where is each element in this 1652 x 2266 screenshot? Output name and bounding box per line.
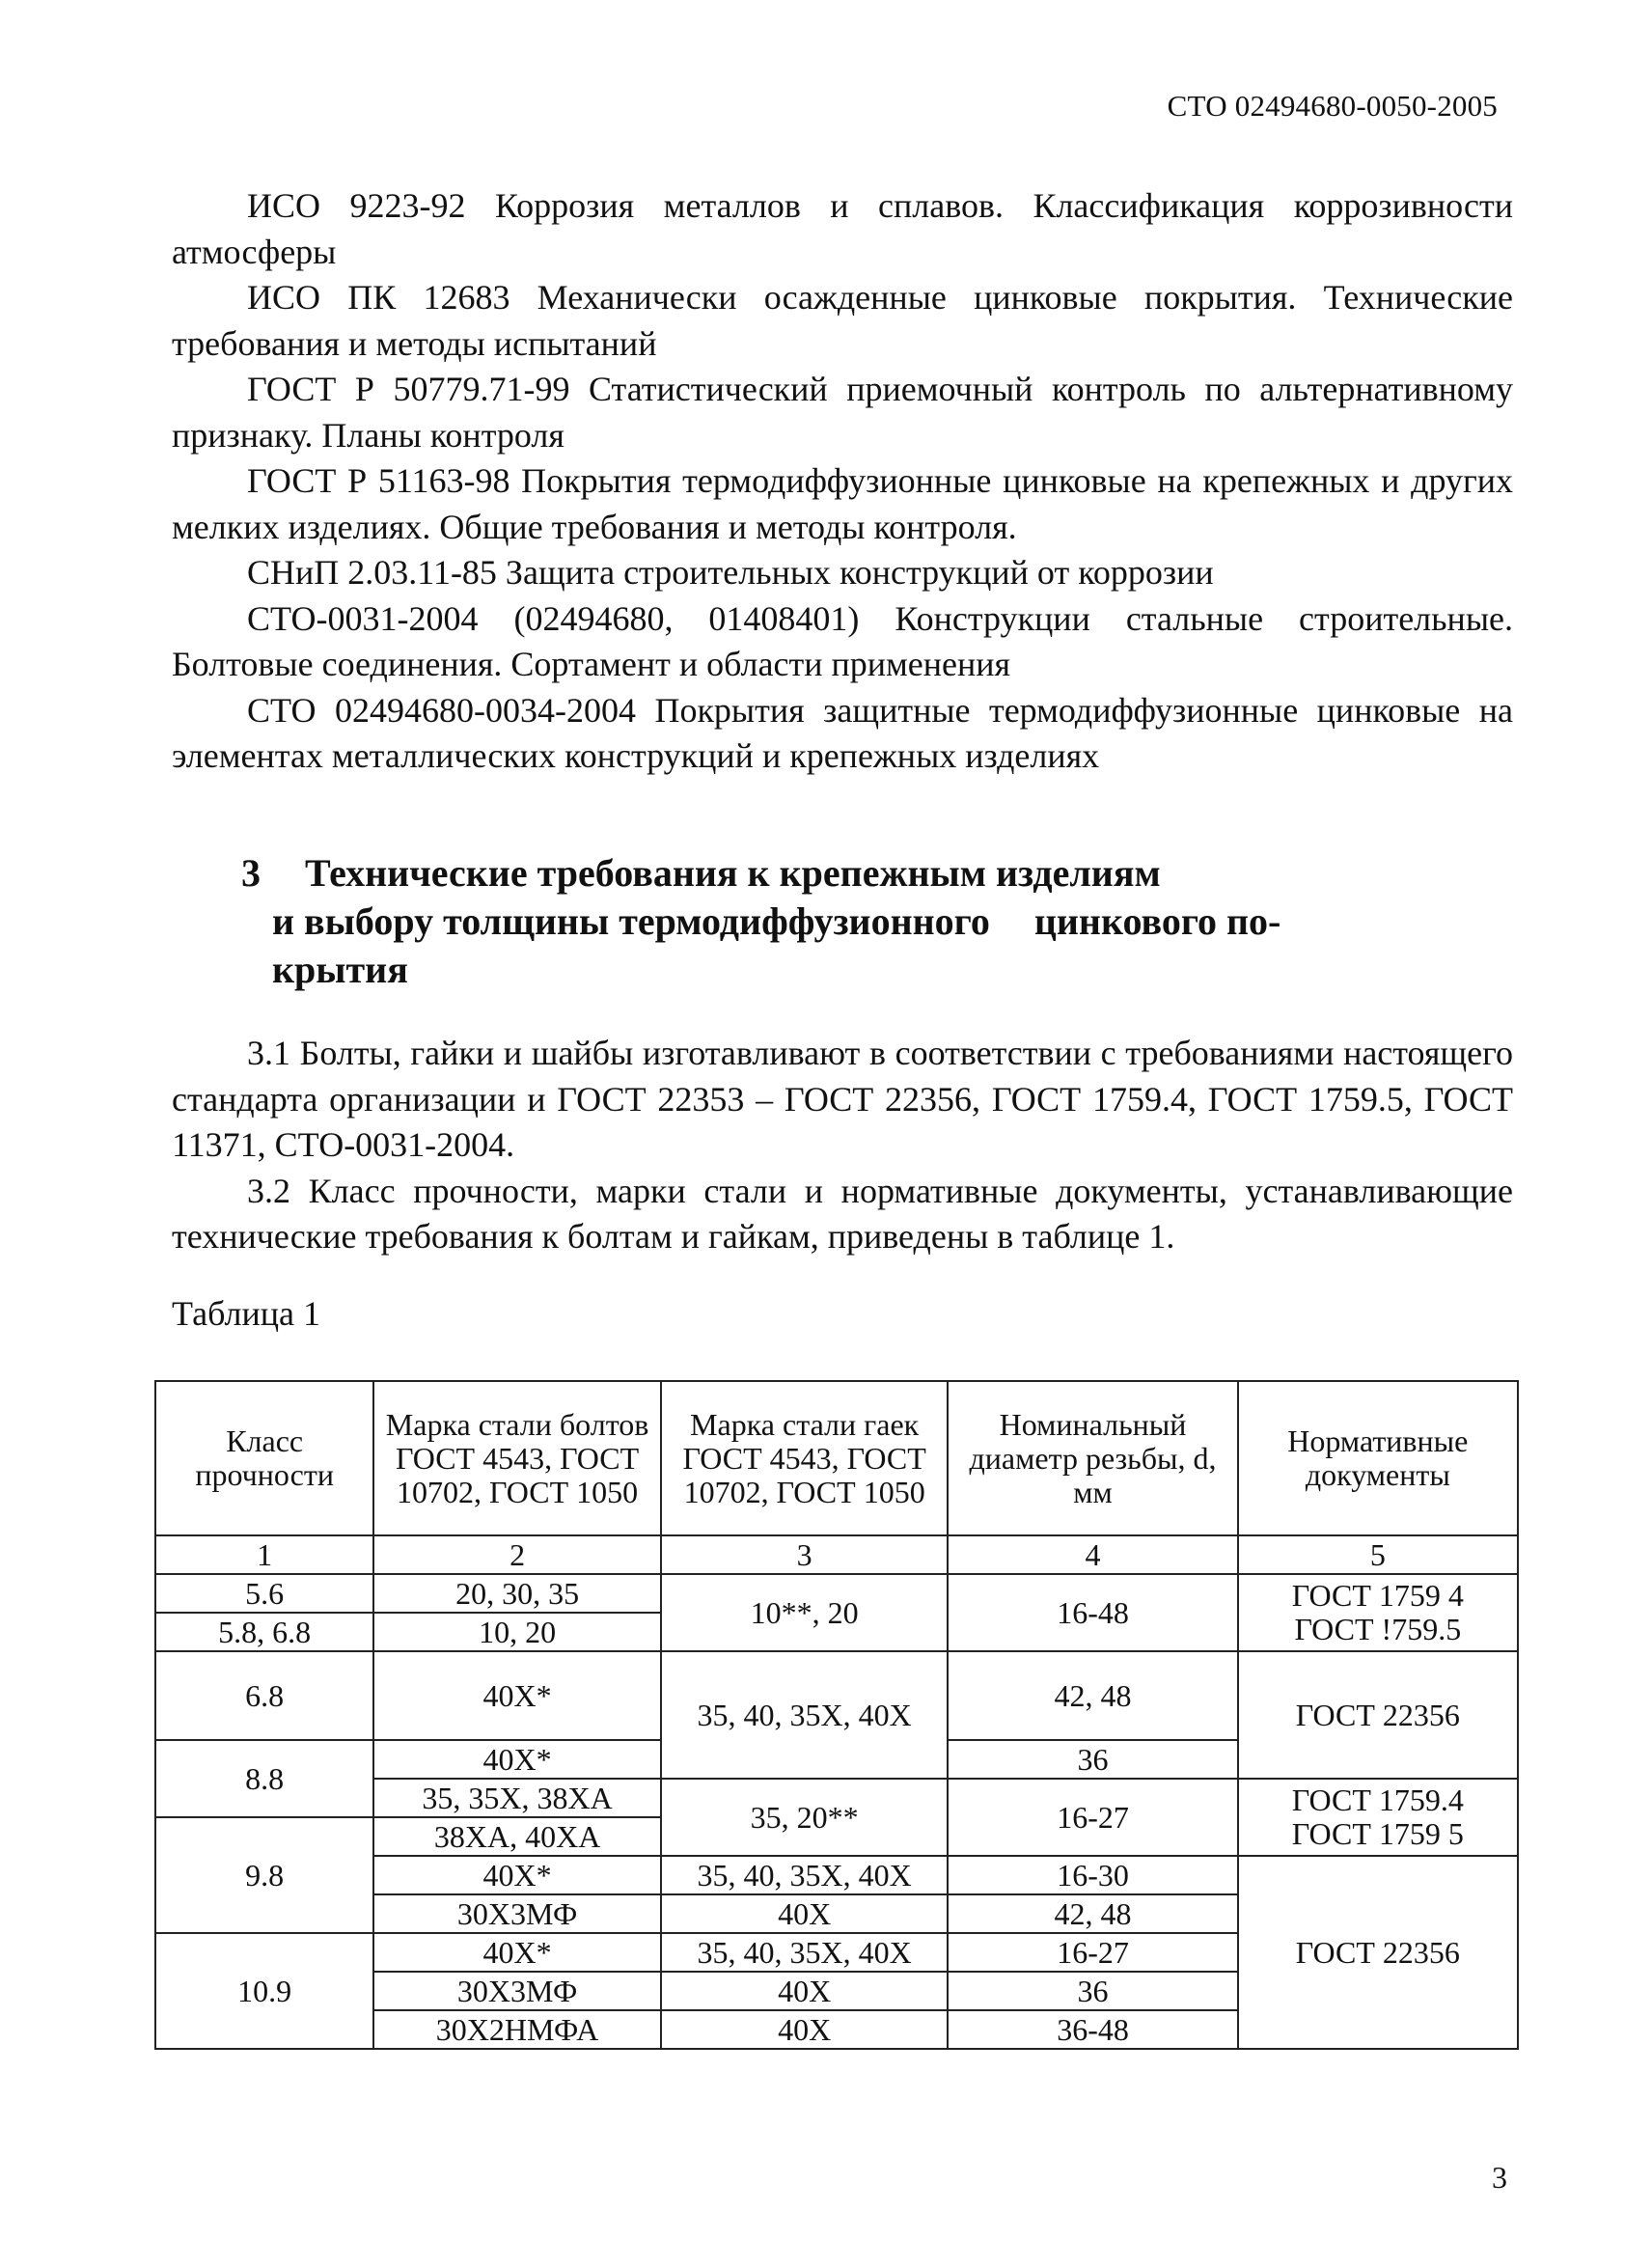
- header-bolt-steel: Марка стали болтов ГОСТ 4543, ГОСТ 10702, ГОСТ 1050: [373, 1381, 661, 1535]
- table-cell: 36: [948, 1740, 1237, 1779]
- table-cell: 35, 40, 35Х, 40Х: [661, 1856, 949, 1894]
- table-cell: ГОСТ 1759.4 ГОСТ 1759 5: [1238, 1779, 1518, 1856]
- table-cell: 10.9: [155, 1933, 373, 2049]
- table-cell: 30Х3МФ: [373, 1972, 661, 2010]
- column-number: 1: [155, 1535, 373, 1574]
- table-cell: 38ХА, 40ХА: [373, 1817, 661, 1856]
- column-number: 2: [373, 1535, 661, 1574]
- strength-class-table: [154, 1380, 1519, 2050]
- table-cell: 35, 35Х, 38ХА: [373, 1779, 661, 1817]
- column-number-row: [155, 1535, 1518, 1574]
- table-cell: 40Х*: [373, 1856, 661, 1894]
- table-cell: 35, 40, 35Х, 40Х: [661, 1933, 949, 1972]
- table-row: [155, 1651, 1518, 1740]
- table-cell: ГОСТ 22356: [1238, 1651, 1518, 1779]
- section-title-line1: Технические требования к крепежным изделиям: [305, 851, 1161, 895]
- section-title-line2: и выбору толщины термодиффузионного цинкового по-: [272, 899, 1281, 943]
- header-nut-steel: Марка стали гаек ГОСТ 4543, ГОСТ 10702, ГОСТ 1050: [661, 1381, 949, 1535]
- table-cell: 30Х2НМФА: [373, 2010, 661, 2049]
- table-cell: 9.8: [155, 1817, 373, 1933]
- table-cell: 10, 20: [373, 1613, 661, 1651]
- reference-item: ИСО ПК 12683 Механически осажденные цинковые покрытия. Технические требования и методы испытаний: [172, 278, 1513, 363]
- table-cell: 30Х3МФ: [373, 1894, 661, 1933]
- header-normative-docs: Нормативные документы: [1238, 1381, 1518, 1535]
- reference-item: ИСО 9223-92 Коррозия металлов и сплавов. Классификация коррозивности атмосферы: [172, 186, 1513, 271]
- section-title-line3: крытия: [272, 948, 408, 991]
- normative-references: [172, 183, 1513, 780]
- table-cell: 40Х: [661, 2010, 949, 2049]
- page-number: 3: [1492, 2160, 1507, 2195]
- paragraph-3-2: 3.2 Класс прочности, марки стали и нормативные документы, устанавливающие технические требования к болтам и гайкам, приведены в таблице 1.: [172, 1171, 1513, 1256]
- table-caption: Таблица 1: [172, 1294, 320, 1333]
- table-cell: 16-30: [948, 1856, 1237, 1894]
- column-number: 4: [948, 1535, 1237, 1574]
- table-cell: 40Х*: [373, 1740, 661, 1779]
- table-cell: 35, 40, 35Х, 40Х: [661, 1651, 949, 1779]
- table-cell: 40Х*: [373, 1651, 661, 1740]
- section-heading: [241, 849, 1457, 994]
- table-cell: 5.8, 6.8: [155, 1613, 373, 1651]
- table-row: [155, 1574, 1518, 1613]
- table-cell: 6.8: [155, 1651, 373, 1740]
- table-cell: 16-27: [948, 1933, 1237, 1972]
- reference-item: СТО 02494680-0034-2004 Покрытия защитные термодиффузионные цинковые на элементах металлических конструкций и крепежных изделиях: [172, 690, 1513, 775]
- table-cell: 10**, 20: [661, 1574, 949, 1651]
- reference-item: СНиП 2.03.11-85 Защита строительных конструкций от коррозии: [247, 553, 1214, 592]
- column-number: 3: [661, 1535, 949, 1574]
- table-cell: 20, 30, 35: [373, 1574, 661, 1613]
- table-cell: 42, 48: [948, 1651, 1237, 1740]
- table-cell: 16-27: [948, 1779, 1237, 1856]
- table-header-row: [155, 1381, 1518, 1535]
- table-cell: 40Х: [661, 1894, 949, 1933]
- table-cell: 8.8: [155, 1740, 373, 1817]
- table-cell: 5.6: [155, 1574, 373, 1613]
- paragraph-3-1: 3.1 Болты, гайки и шайбы изготавливают в соответствии с требованиями настоящего стандарта организации и ГОСТ 22353 – ГОСТ 22356, ГОСТ 1759.4, ГОСТ 1759.5, ГОСТ 11371, СТО-0031-2004.: [172, 1034, 1513, 1164]
- section-body: [172, 1031, 1513, 1260]
- document-code: СТО 02494680-0050-2005: [1167, 89, 1498, 123]
- table-cell: 36: [948, 1972, 1237, 2010]
- reference-item: ГОСТ Р 50779.71-99 Статистический приемочный контроль по альтернативному признаку. Планы контроля: [172, 370, 1513, 455]
- table-cell: 35, 20**: [661, 1779, 949, 1856]
- reference-item: СТО-0031-2004 (02494680, 01408401) Конструкции стальные строительные. Болтовые соединения. Сортамент и области применения: [172, 598, 1513, 683]
- table-cell: ГОСТ 22356: [1238, 1856, 1518, 2049]
- header-strength-class: Класс прочности: [155, 1381, 373, 1535]
- table-cell: ГОСТ 1759 4 ГОСТ !759.5: [1238, 1574, 1518, 1651]
- header-thread-diameter: Номинальный диаметр резьбы, d, мм: [948, 1381, 1237, 1535]
- table-cell: 16-48: [948, 1574, 1237, 1651]
- section-number: 3: [241, 851, 261, 895]
- table-cell: 40Х: [661, 1972, 949, 2010]
- table-cell: 40Х*: [373, 1933, 661, 1972]
- column-number: 5: [1238, 1535, 1518, 1574]
- table-cell: 36-48: [948, 2010, 1237, 2049]
- reference-item: ГОСТ Р 51163-98 Покрытия термодиффузионные цинковые на крепежных и других мелких изделиях. Общие требования и методы контроля.: [172, 461, 1513, 546]
- table-cell: 42, 48: [948, 1894, 1237, 1933]
